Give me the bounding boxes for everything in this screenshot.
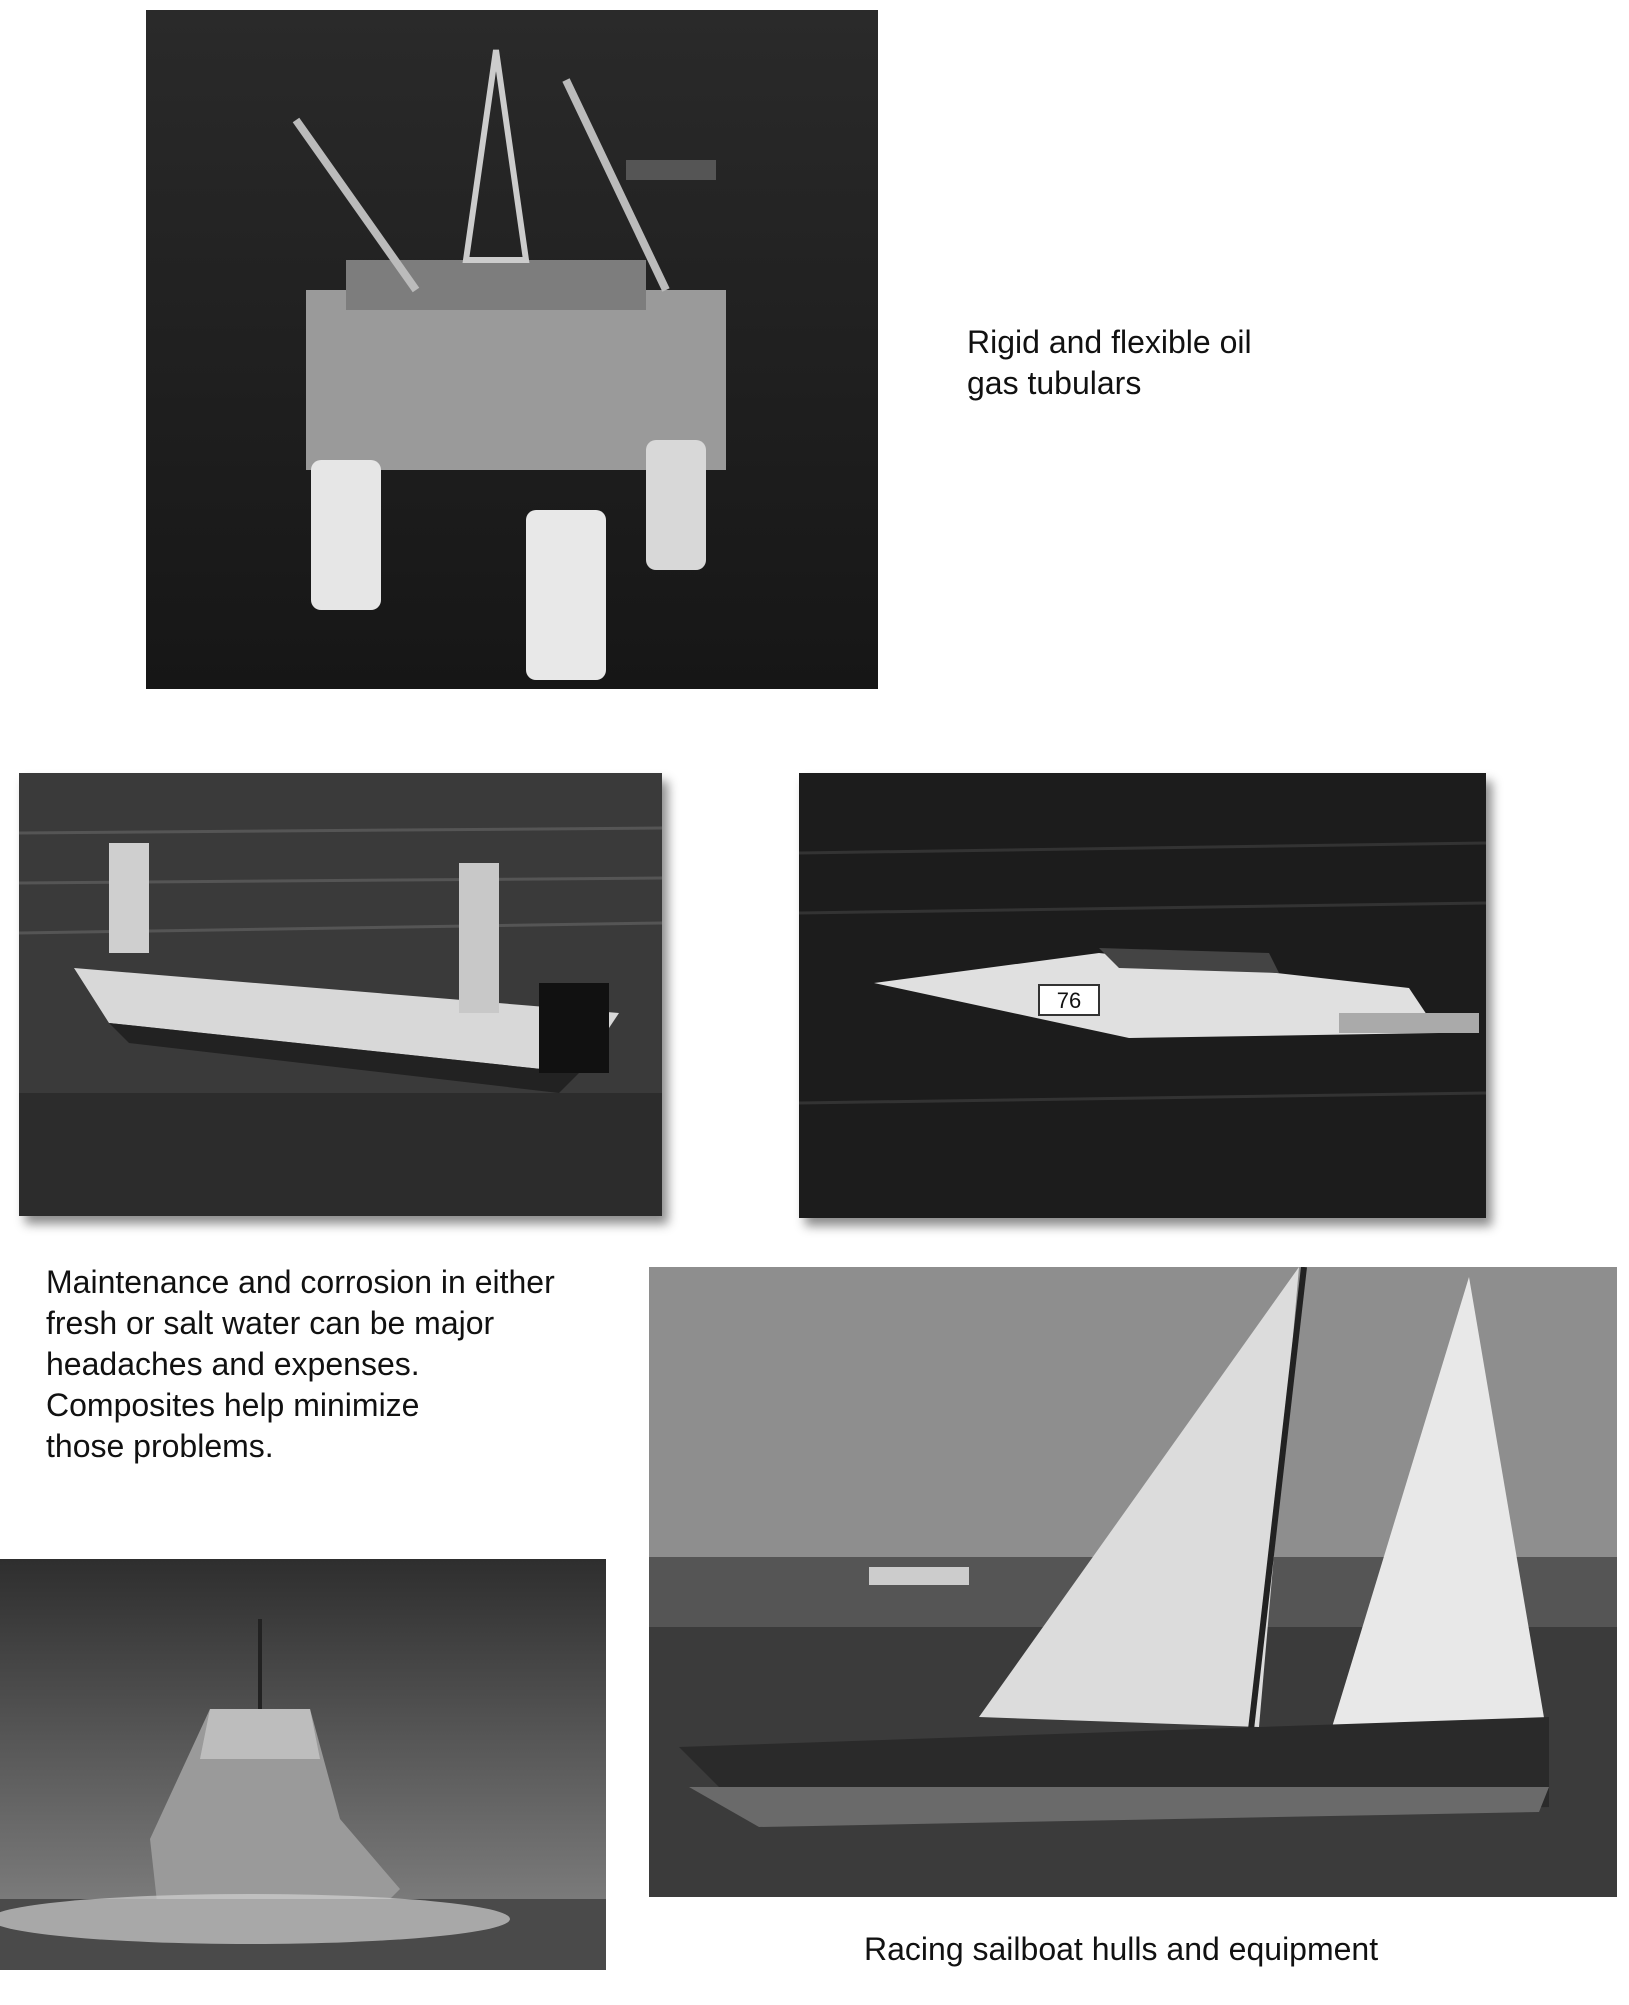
caption-line: gas tubulars — [967, 365, 1142, 401]
caption-line: Composites help minimize — [46, 1387, 420, 1423]
caption-line: headaches and expenses. — [46, 1346, 420, 1382]
race-number: 76 — [1056, 988, 1082, 1013]
caption-line: Rigid and flexible oil — [967, 324, 1252, 360]
stealth-ship-photo — [0, 1559, 606, 1970]
caption-line: those problems. — [46, 1428, 274, 1464]
powerboat-photo — [799, 773, 1486, 1218]
oil-rig-photo — [146, 10, 878, 689]
maintenance-caption — [46, 1262, 555, 1467]
sailboat-caption: Racing sailboat hulls and equipment — [864, 1931, 1379, 1967]
caption-line: Maintenance and corrosion in either — [46, 1264, 555, 1300]
fishing-boat-photo — [19, 773, 662, 1216]
caption-line: fresh or salt water can be major — [46, 1305, 495, 1341]
oil-rig-caption — [967, 322, 1252, 404]
sailboat-photo — [649, 1267, 1617, 1897]
